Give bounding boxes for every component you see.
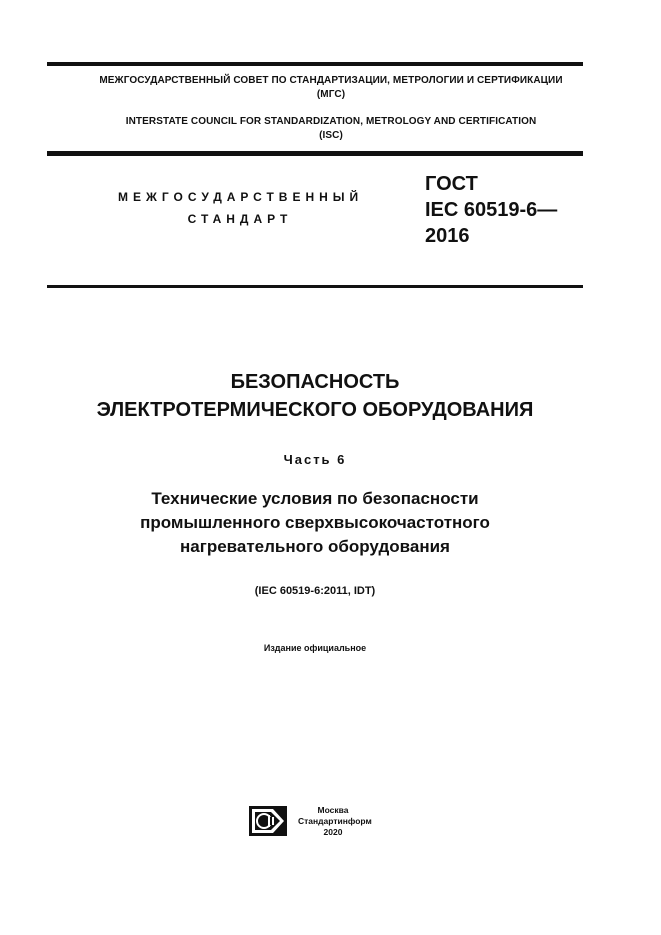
council-en-abbr: (ISC) bbox=[319, 130, 343, 141]
top-rule bbox=[47, 62, 583, 66]
standard-number-line2: IEC 60519-6— bbox=[425, 199, 558, 221]
standard-number-line3: 2016 bbox=[425, 225, 470, 247]
standard-type-line1: МЕЖГОСУДАРСТВЕННЫЙ bbox=[118, 190, 364, 204]
standard-type-line2: СТАНДАРТ bbox=[187, 212, 293, 226]
imprint bbox=[298, 805, 372, 838]
council-ru-name: МЕЖГОСУДАРСТВЕННЫЙ СОВЕТ ПО СТАНДАРТИЗАЦИИ, МЕТРОЛОГИИ И СЕРТИФИКАЦИИ bbox=[99, 75, 563, 86]
subtitle-line1: Технические условия по безопасности bbox=[151, 489, 479, 508]
council-ru-abbr: (МГС) bbox=[316, 89, 346, 100]
council-en bbox=[47, 115, 615, 143]
imprint-publisher: Стандартинформ bbox=[298, 816, 372, 826]
standard-number-line1: ГОСТ bbox=[425, 173, 478, 195]
part-label: Часть 6 bbox=[283, 452, 347, 467]
middle-rule bbox=[47, 151, 583, 156]
bottom-rule bbox=[47, 285, 583, 288]
edition-label: Издание официальное bbox=[263, 643, 367, 653]
idt-reference: (IEC 60519-6:2011, IDT) bbox=[254, 585, 376, 597]
council-ru bbox=[47, 74, 615, 102]
imprint-city: Москва bbox=[317, 805, 349, 815]
main-title-line2: ЭЛЕКТРОТЕРМИЧЕСКОГО ОБОРУДОВАНИЯ bbox=[96, 399, 534, 421]
subtitle bbox=[0, 487, 630, 559]
imprint-year: 2020 bbox=[323, 827, 343, 837]
main-title bbox=[0, 368, 630, 424]
standartinform-logo-icon bbox=[249, 806, 287, 836]
subtitle-line3: нагревательного оборудования bbox=[180, 537, 450, 556]
council-en-name: INTERSTATE COUNCIL FOR STANDARDIZATION, METROLOGY AND CERTIFICATION bbox=[125, 116, 537, 127]
main-title-line1: БЕЗОПАСНОСТЬ bbox=[230, 371, 400, 393]
subtitle-line2: промышленного сверхвысокочастотного bbox=[140, 513, 490, 532]
standard-number bbox=[425, 171, 557, 249]
standard-type-label bbox=[118, 186, 362, 230]
